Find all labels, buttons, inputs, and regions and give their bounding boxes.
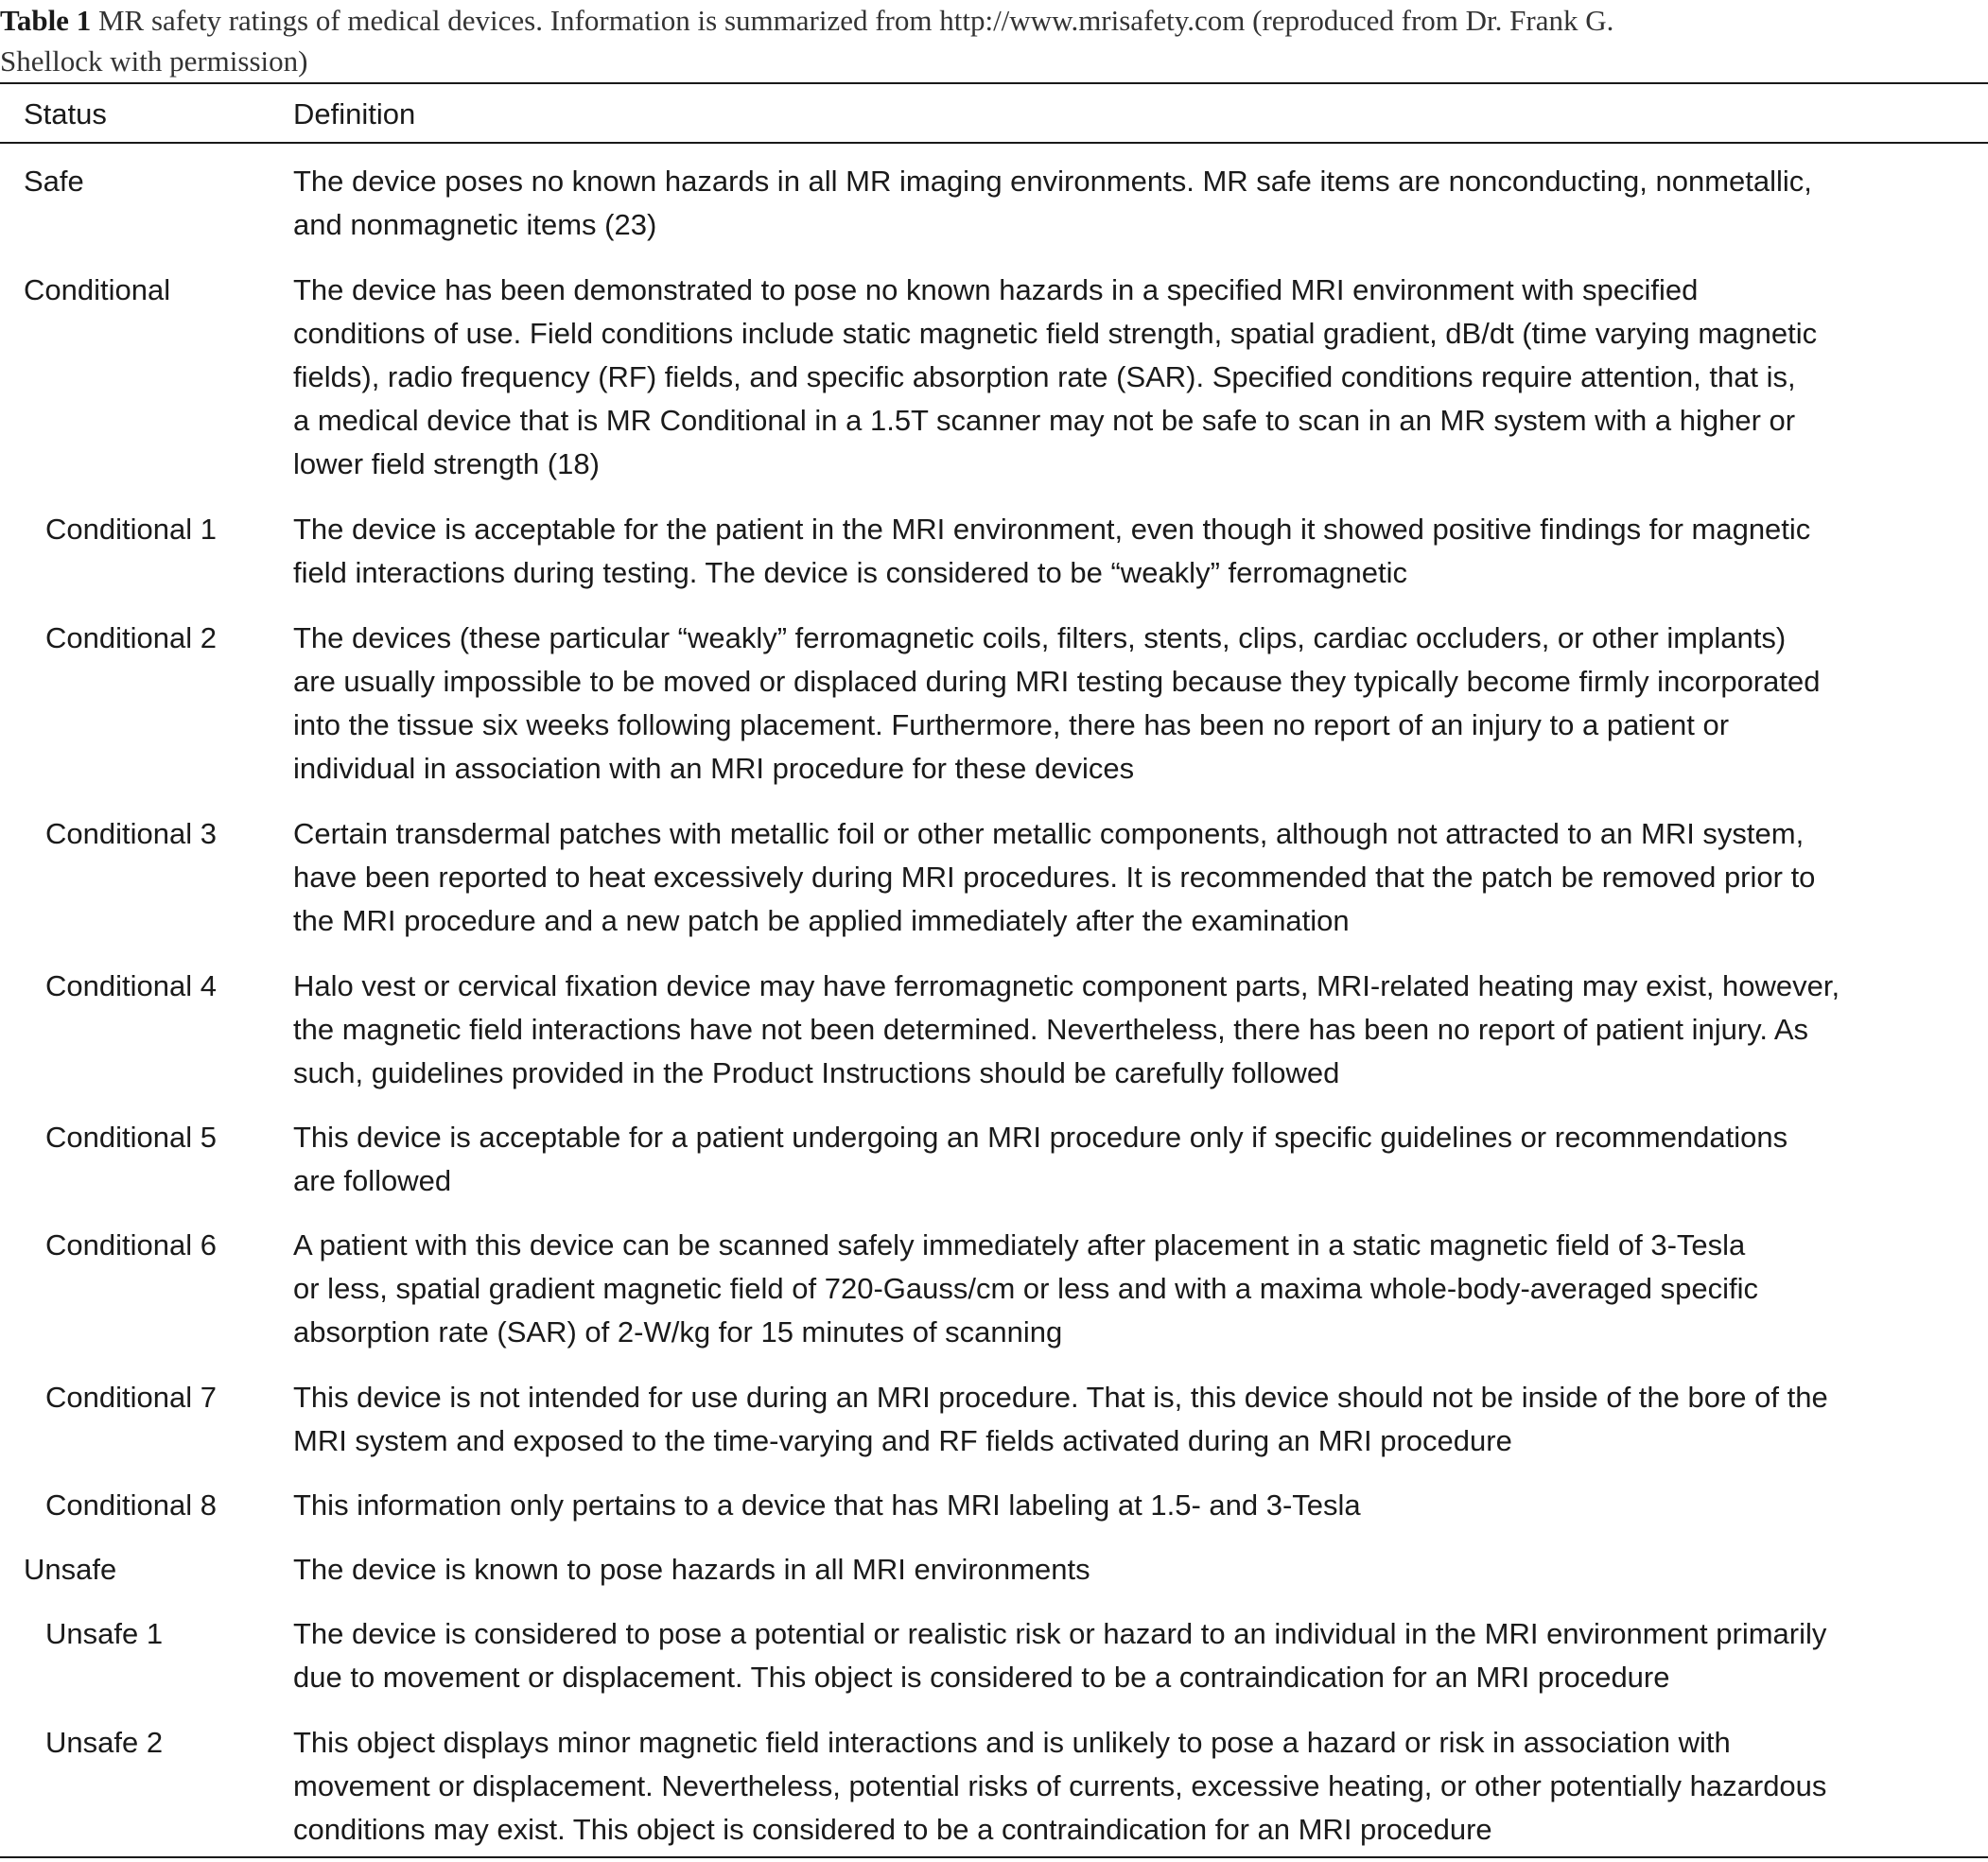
row-definition: Certain transdermal patches with metallic foil or other metallic components, although not attracted to an MRI system, have been reported to heat excessively during MRI procedures. It is recommended that the patch be removed prior to the MRI procedure and a new patch be applied immediately after the examination (293, 817, 1816, 937)
row-definition: The device poses no known hazards in all MR imaging environments. MR safe items are nonconducting, nonmetallic, and nonmagnetic items (23) (293, 165, 1812, 241)
row-definition: The device has been demonstrated to pose no known hazards in a specified MRI environment with specified conditions of use. Field conditions include static magnetic field strength, spatial gradient, dB/dt (time varying magnetic fields), radio frequency (RF) fields, and specific absorption rate (SAR). Specified conditions require attention, that is, a medical device that is MR Conditional in a 1.5T scanner may not be safe to scan in an MR system with a higher or lower field strength (18) (293, 273, 1818, 480)
row-status: Conditional 3 (45, 817, 217, 850)
row-status: Conditional 4 (45, 969, 217, 1002)
row-status: Conditional 8 (45, 1488, 217, 1522)
row-status: Safe (24, 165, 84, 198)
table-caption (0, 0, 1967, 81)
table-top-rule (0, 82, 1988, 84)
row-status: Conditional 5 (45, 1121, 217, 1154)
header-definition: Definition (293, 97, 416, 131)
table-header-rule (0, 142, 1988, 144)
row-status: Conditional (24, 273, 171, 306)
header-status: Status (24, 97, 107, 131)
row-definition: The device is considered to pose a potential or realistic risk or hazard to an individual in the MRI environment primarily due to movement or displacement. This object is considered to be a contraindication for an MRI procedure (293, 1617, 1827, 1694)
row-status: Conditional 6 (45, 1228, 217, 1262)
row-status: Conditional 1 (45, 513, 217, 546)
row-status: Unsafe 2 (45, 1726, 164, 1759)
row-definition: This information only pertains to a device that has MRI labeling at 1.5- and 3-Tesla (293, 1488, 1361, 1522)
table-bottom-rule (0, 1856, 1988, 1858)
row-definition: The device is known to pose hazards in all MRI environments (293, 1553, 1090, 1586)
row-definition: The device is acceptable for the patient in the MRI environment, even though it showed positive findings for magnetic field interactions during testing. The device is considered to be “weakly” ferromagnetic (293, 513, 1811, 589)
row-definition: This device is not intended for use during an MRI procedure. That is, this device should not be inside of the bore of the MRI system and exposed to the time-varying and RF fields activated during an MRI procedure (293, 1381, 1828, 1457)
table-caption-label: Table 1 (0, 4, 92, 37)
row-status: Conditional 2 (45, 621, 217, 654)
row-status: Unsafe (24, 1553, 117, 1586)
row-definition: This device is acceptable for a patient undergoing an MRI procedure only if specific guidelines or recommendations are followed (293, 1121, 1788, 1197)
row-definition: The devices (these particular “weakly” ferromagnetic coils, filters, stents, clips, cardiac occluders, or other implants) are usually impossible to be moved or displaced during MRI testing because they typically become firmly incorporated into the tissue six weeks following placement. Furthermore, there has been no report of an injury to a patient or individual in association with an MRI procedure for these devices (293, 621, 1821, 785)
table-caption-text: MR safety ratings of medical devices. Information is summarized from http://www.mrisafety.com (reproduced from Dr. Frank G. Shellock with permission) (0, 4, 1614, 78)
row-definition: A patient with this device can be scanned safely immediately after placement in a static magnetic field of 3-Tesla or less, spatial gradient magnetic field of 720-Gauss/cm or less and with a maxima whole-body-averaged specific absorption rate (SAR) of 2-W/kg for 15 minutes of scanning (293, 1228, 1759, 1349)
row-status: Conditional 7 (45, 1381, 217, 1414)
row-definition: This object displays minor magnetic field interactions and is unlikely to pose a hazard or risk in association with movement or displacement. Nevertheless, potential risks of currents, excessive heating, or other potentially hazardous conditions may exist. This object is considered to be a contraindication for an MRI procedure (293, 1726, 1827, 1846)
row-definition: Halo vest or cervical fixation device may have ferromagnetic component parts, MRI-related heating may exist, however, the magnetic field interactions have not been determined. Nevertheless, there has been no report of patient injury. As such, guidelines provided in the Product Instructions should be carefully followed (293, 969, 1840, 1089)
row-status: Unsafe 1 (45, 1617, 164, 1650)
